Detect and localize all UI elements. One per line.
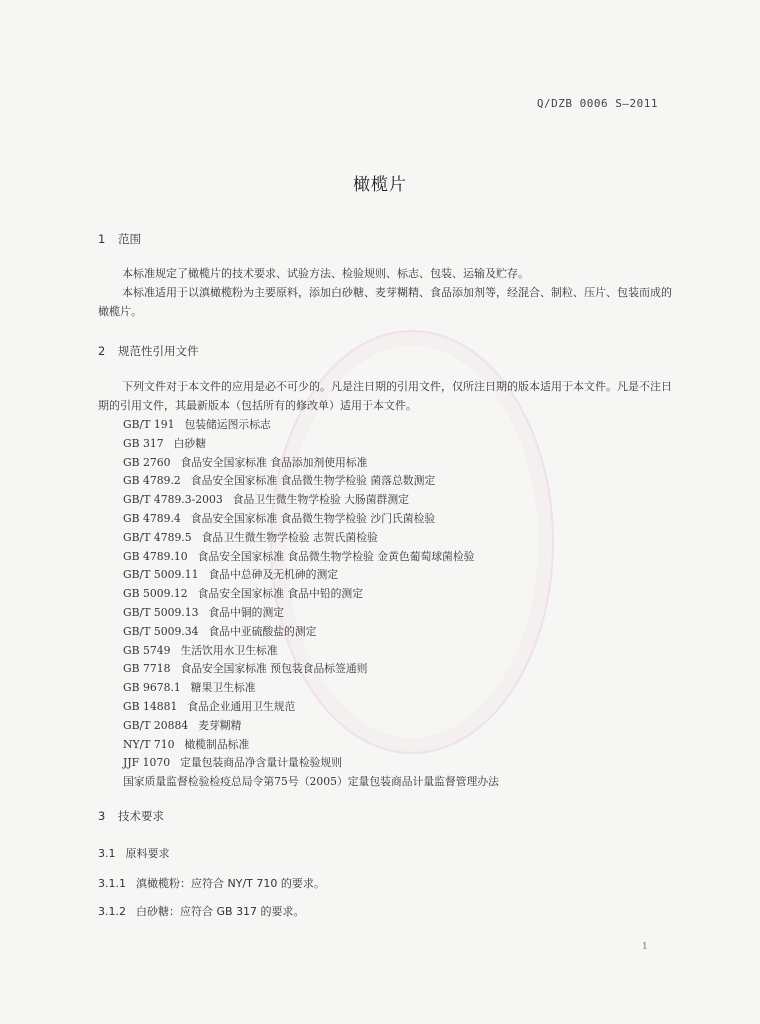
reference-name: 白砂糖 bbox=[173, 436, 206, 450]
reference-code: GB/T 5009.13 bbox=[123, 605, 199, 619]
reference-item bbox=[123, 548, 499, 567]
section-2-heading bbox=[98, 343, 199, 359]
section-title: 规范性引用文件 bbox=[118, 344, 199, 358]
reference-item bbox=[123, 679, 499, 698]
references-intro: 下列文件对于本文件的应用是必不可少的。凡是注日期的引用文件，仅所注日期的版本适用于本文件。凡是不注日期的引用文件，其最新版本（包括所有的修改单）适用于本文件。 bbox=[98, 380, 672, 412]
reference-item bbox=[123, 773, 499, 792]
scope-paragraph-2: 本标准适用于以滇橄榄粉为主要原料，添加白砂糖、麦芽糊精、食品添加剂等，经混合、制粒、压片、包装而成的橄榄片。 bbox=[98, 286, 672, 318]
reference-item bbox=[123, 754, 499, 773]
reference-item bbox=[123, 717, 499, 736]
section-1-heading bbox=[98, 231, 141, 247]
section-title: 技术要求 bbox=[118, 809, 164, 823]
reference-name: 食品中铜的测定 bbox=[208, 605, 285, 619]
reference-name: 生活饮用水卫生标准 bbox=[180, 643, 278, 657]
section-title: 范围 bbox=[118, 232, 141, 246]
section-number: 2 bbox=[98, 344, 106, 358]
reference-item bbox=[123, 566, 499, 585]
document-title: 橄榄片 bbox=[353, 175, 407, 195]
clause-number: 3.1 bbox=[98, 847, 116, 860]
reference-item bbox=[123, 529, 499, 548]
reference-code: GB 14881 bbox=[123, 699, 178, 713]
reference-name: 食品卫生微生物学检验 志贺氏菌检验 bbox=[201, 530, 378, 544]
section-number: 1 bbox=[98, 232, 106, 246]
reference-item bbox=[123, 736, 499, 755]
reference-code: GB 4789.10 bbox=[123, 549, 188, 563]
reference-name: 包装储运图示标志 bbox=[184, 418, 271, 431]
standard-code: Q/DZB 0006 S—2011 bbox=[536, 97, 658, 110]
reference-list bbox=[123, 416, 499, 792]
reference-code: GB/T 5009.34 bbox=[123, 624, 199, 638]
reference-code: JJF 1070 bbox=[123, 756, 171, 770]
reference-name: 食品安全国家标准 食品微生物学检验 沙门氏菌检验 bbox=[190, 511, 436, 525]
reference-name: 食品安全国家标准 食品添加剂使用标准 bbox=[180, 455, 368, 469]
reference-code: GB 5009.12 bbox=[123, 587, 188, 601]
reference-name: 食品卫生微生物学检验 大肠菌群测定 bbox=[232, 493, 409, 507]
reference-name: 糖果卫生标准 bbox=[190, 681, 256, 695]
reference-code: GB/T 20884 bbox=[123, 718, 189, 732]
reference-code: GB 7718 bbox=[123, 662, 171, 676]
reference-item bbox=[123, 454, 499, 473]
clause-text: 白砂糖：应符合 GB 317 的要求。 bbox=[136, 905, 305, 918]
reference-name: 食品安全国家标准 食品微生物学检验 金黄色葡萄球菌检验 bbox=[197, 549, 475, 563]
reference-item bbox=[123, 604, 499, 623]
reference-name: 国家质量监督检验检疫总局令第75号（2005）定量包装商品计量监督管理办法 bbox=[123, 775, 499, 789]
reference-item bbox=[123, 642, 499, 661]
reference-item bbox=[123, 698, 499, 717]
reference-code: GB 2760 bbox=[123, 455, 171, 469]
clause-text: 滇橄榄粉：应符合 NY/T 710 的要求。 bbox=[136, 877, 325, 890]
reference-code: GB 4789.2 bbox=[123, 474, 181, 488]
reference-name: 定量包装商品净含量计量检验规则 bbox=[180, 756, 343, 770]
clause-3-1-1 bbox=[98, 875, 325, 891]
reference-name: 食品中总砷及无机砷的测定 bbox=[208, 568, 339, 582]
scope-paragraph-1: 本标准规定了橄榄片的技术要求、试验方法、检验规则、标志、包装、运输及贮存。 bbox=[122, 267, 529, 280]
reference-name: 食品中亚硫酸盐的测定 bbox=[208, 624, 317, 638]
reference-name: 橄榄制品标准 bbox=[184, 737, 250, 751]
reference-item bbox=[123, 491, 499, 510]
reference-code: GB/T 191 bbox=[123, 418, 175, 431]
reference-code: GB 5749 bbox=[123, 643, 171, 657]
section-number: 3 bbox=[98, 809, 106, 823]
subsection-3-1 bbox=[98, 845, 170, 861]
reference-name: 食品安全国家标准 预包装食品标签通则 bbox=[180, 662, 368, 676]
reference-code: GB 4789.4 bbox=[123, 511, 181, 525]
reference-item bbox=[123, 472, 499, 491]
reference-item bbox=[123, 660, 499, 679]
page-number: 1 bbox=[642, 942, 648, 952]
clause-text: 原料要求 bbox=[125, 847, 170, 860]
reference-code: GB 317 bbox=[123, 436, 164, 450]
reference-item bbox=[123, 510, 499, 529]
reference-code: GB/T 4789.3-2003 bbox=[123, 493, 223, 507]
reference-code: GB 9678.1 bbox=[123, 681, 181, 695]
reference-item bbox=[123, 623, 499, 642]
reference-name: 食品企业通用卫生规范 bbox=[187, 699, 296, 713]
clause-number: 3.1.1 bbox=[98, 877, 126, 890]
reference-code: GB/T 5009.11 bbox=[123, 568, 199, 582]
reference-item bbox=[123, 435, 499, 454]
clause-number: 3.1.2 bbox=[98, 905, 126, 918]
reference-item bbox=[123, 416, 499, 435]
reference-name: 麦芽糊精 bbox=[198, 718, 242, 732]
reference-name: 食品安全国家标准 食品微生物学检验 菌落总数测定 bbox=[190, 474, 436, 488]
clause-3-1-2 bbox=[98, 903, 305, 919]
reference-code: GB/T 4789.5 bbox=[123, 530, 192, 544]
section-3-heading bbox=[98, 808, 164, 824]
reference-name: 食品安全国家标准 食品中铅的测定 bbox=[197, 587, 364, 601]
reference-code: NY/T 710 bbox=[123, 737, 175, 751]
reference-item bbox=[123, 585, 499, 604]
